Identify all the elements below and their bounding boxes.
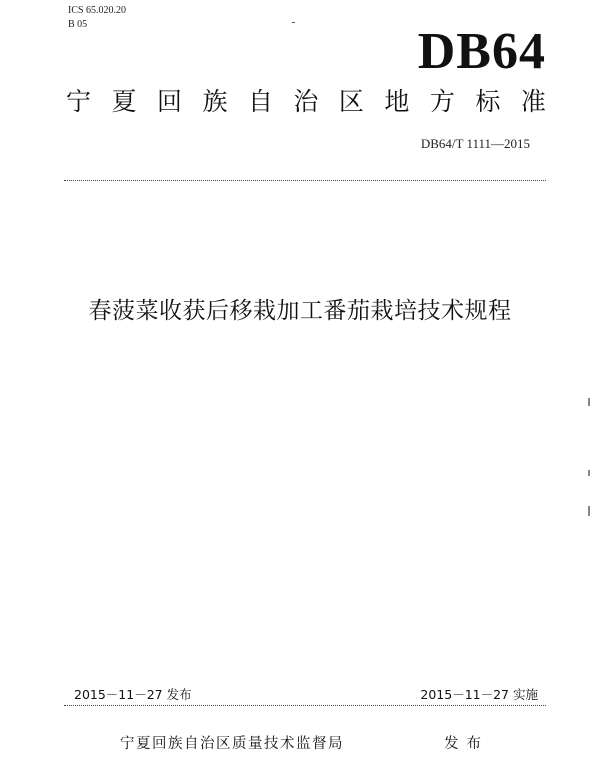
standard-type-char: 回 [156, 87, 182, 116]
standard-type-char: 地 [384, 87, 410, 116]
issue-date: 2015－11－27 发布 [74, 687, 192, 702]
ics-code: ICS 65.020.20 [68, 5, 127, 16]
edge-scan-mark [588, 398, 590, 406]
edge-scan-mark [588, 506, 590, 516]
standard-type-char: 区 [338, 87, 364, 116]
standard-type-char: 夏 [111, 87, 137, 116]
standard-type-char: 方 [429, 87, 455, 116]
standard-type-char: 宁 [66, 87, 92, 116]
implementation-date: 2015－11－27 实施 [420, 687, 538, 702]
standard-type-char: 标 [475, 87, 501, 116]
standard-type-char: 准 [520, 87, 546, 116]
bottom-divider [64, 705, 546, 706]
issuing-authority: 宁夏回族自治区质量技术监督局 [120, 736, 344, 752]
standard-type-heading [66, 86, 546, 118]
standard-mark: DB64 [417, 23, 546, 80]
standard-type-char: 自 [247, 87, 273, 116]
top-divider [64, 180, 546, 181]
standard-type-char: 族 [202, 87, 228, 116]
standard-number: DB64/T 1111—2015 [420, 136, 530, 151]
document-title: 春菠菜收获后移栽加工番茄栽培技术规程 [88, 298, 512, 324]
scan-mark [292, 22, 295, 23]
standard-type-char: 治 [293, 87, 319, 116]
classification-code: B 05 [68, 19, 88, 30]
issue-action: 发布 [444, 736, 489, 752]
edge-scan-mark [588, 470, 590, 476]
